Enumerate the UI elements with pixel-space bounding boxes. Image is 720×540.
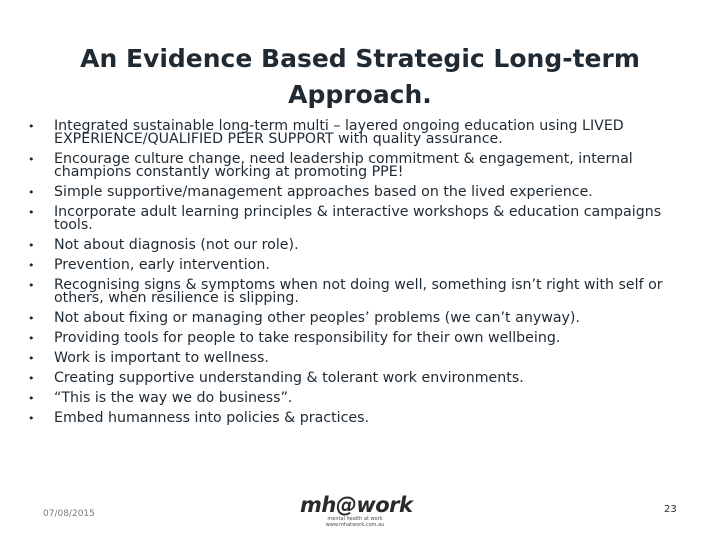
slide-title: An Evidence Based Strategic Long-term Approach. [80,44,640,109]
bullet-icon: • [28,259,35,272]
bullet-icon: • [28,279,35,292]
bullet-icon: • [28,412,35,425]
bullet-text: Encourage culture change, need leadership commitment & engagement, internal champions constantly working at promoting PPE! [54,151,633,180]
bullet-text: “This is the way we do business”. [54,390,293,406]
bullet-item [28,312,703,325]
bullet-item [28,352,703,365]
bullet-text: Simple supportive/management approaches based on the lived experience. [54,184,593,200]
bullet-text: Prevention, early intervention. [54,257,270,273]
bullet-item [28,279,703,305]
bullet-icon: • [28,392,35,405]
bullet-item [28,186,703,199]
bullet-item [28,372,703,385]
bullet-text: Incorporate adult learning principles & interactive workshops & education campaigns tools. [54,204,662,233]
bullet-text: Integrated sustainable long-term multi – layered ongoing education using LIVED EXPERIENCE/QUALIFIED PEER SUPPORT with quality assurance. [54,118,624,147]
bullet-text: Providing tools for people to take responsibility for their own wellbeing. [54,330,561,346]
mhatwork-logo [300,493,413,528]
bullet-item [28,392,703,405]
bullet-icon: • [28,120,35,133]
footer-date: 07/08/2015 [43,509,95,519]
bullet-item [28,120,703,146]
bullet-text: Not about fixing or managing other peoples’ problems (we can’t anyway). [54,310,580,326]
bullet-icon: • [28,153,35,166]
bullet-icon: • [28,332,35,345]
bullet-icon: • [28,186,35,199]
bullet-list [28,120,703,432]
bullet-icon: • [28,312,35,325]
bullet-text: Not about diagnosis (not our role). [54,237,299,253]
page-number: 23 [664,504,677,515]
bullet-item [28,206,703,232]
logo-url: www.mhatwork.com.au [325,522,385,528]
bullet-item [28,239,703,252]
bullet-item [28,412,703,425]
logo-tagline: mental health at work [327,516,383,522]
bullet-icon: • [28,206,35,219]
bullet-icon: • [28,352,35,365]
bullet-item [28,332,703,345]
bullet-text: Recognising signs & symptoms when not doing well, something isn’t right with self or others, when resilience is slipping. [54,277,663,306]
bullet-icon: • [28,372,35,385]
bullet-icon: • [28,239,35,252]
bullet-text: Embed humanness into policies & practices. [54,410,370,426]
bullet-item [28,259,703,272]
bullet-text: Work is important to wellness. [54,350,269,366]
bullet-item [28,153,703,179]
logo-mark: mh@work [300,493,413,517]
bullet-text: Creating supportive understanding & tolerant work environments. [54,370,524,386]
